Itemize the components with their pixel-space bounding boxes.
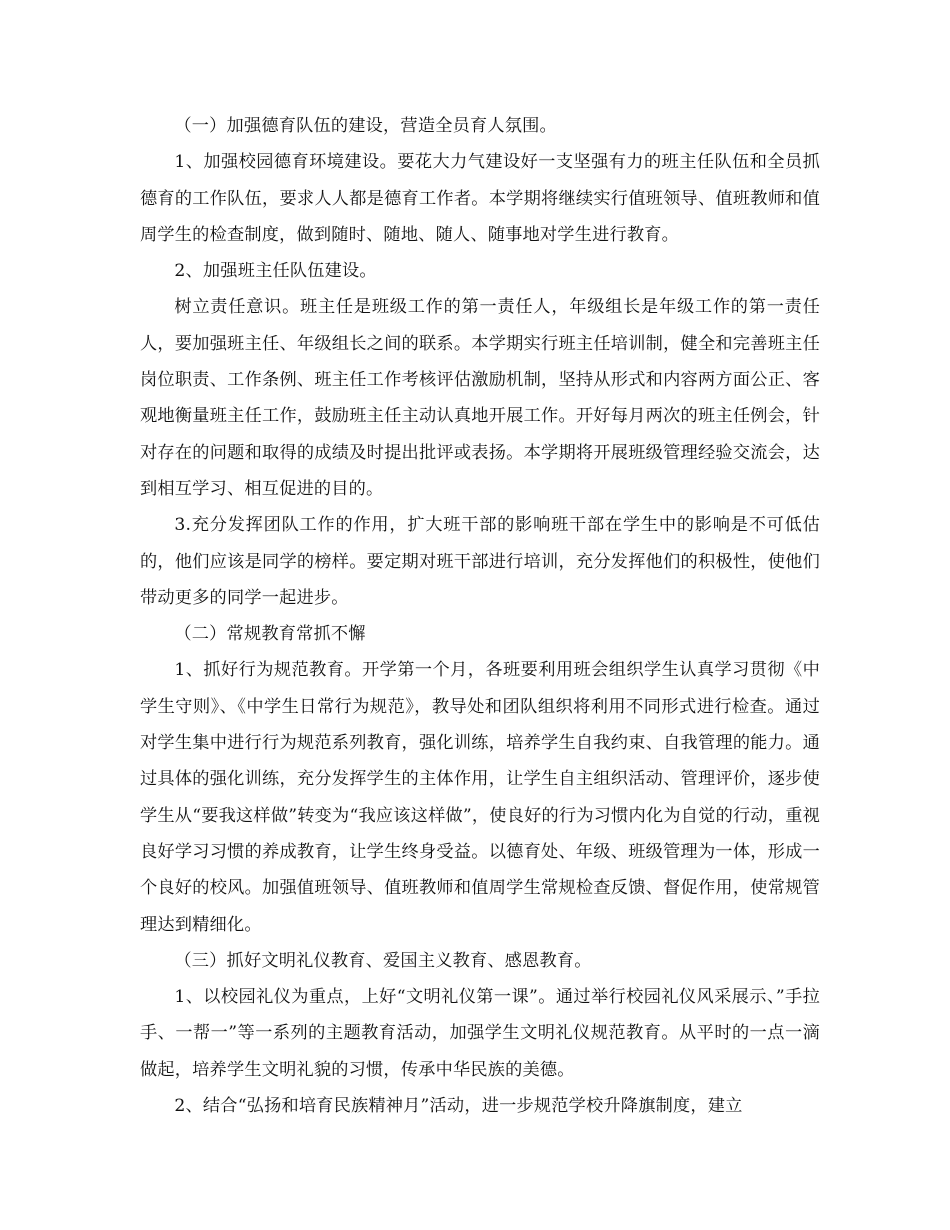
document-body bbox=[140, 108, 820, 1124]
section-heading-2: （二）常规教育常抓不懈 bbox=[174, 624, 366, 645]
paragraph-class-teacher-heading: 2、加强班主任队伍建设。 bbox=[174, 261, 377, 282]
paragraph-behavior-norms: 1、抓好行为规范教育。开学第一个月，各班要利用班会组织学生认真学习贯彻《中学生守则》、《中学生日常行为规范》，教导处和团队组织将利用不同形式进行检查。通过对学生集中进行行为规范系列教育，强化训练，培养学生自我约束、自我管理的能力。通过具体的强化训练，充分发挥学生的主体作用，让学生自主组织活动、管理评价，逐步使学生从“要我这样做”转变为“我应该这样做”，使良好的行为习惯内化为自觉的行动，重视良好学习习惯的养成教育，让学生终身受益。以德育处、年级、班级管理为一体，形成一个良好的校风。加强值班领导、值班教师和值周学生常规检查反馈、督促作用，使常规管理达到精细化。 bbox=[140, 660, 820, 935]
paragraph-etiquette: 1、以校园礼仪为重点，上好“文明礼仪第一课”。通过举行校园礼仪风采展示、”手拉手、一帮一”等一系列的主题教育活动，加强学生文明礼仪规范教育。从平时的一点一滴做起，培养学生文明礼貌的习惯，传承中华民族的美德。 bbox=[140, 987, 820, 1080]
section-heading-1: （一）加强德育队伍的建设，营造全员育人氛围。 bbox=[174, 116, 557, 136]
paragraph-responsibility: 树立责任意识。班主任是班级工作的第一责任人，年级组长是年级工作的第一责任人，要加强班主任、年级组长之间的联系。本学期实行班主任培训制，健全和完善班主任岗位职责、工作条例、班主任工作考核评估激励机制，坚持从形式和内容两方面公正、客观地衡量班主任工作，鼓励班主任主动认真地开展工作。开好每月两次的班主任例会，针对存在的问题和取得的成绩及时提出批评或表扬。本学期将开展班级管理经验交流会，达到相互学习、相互促进的目的。 bbox=[140, 297, 820, 499]
paragraph-team-work: 3.充分发挥团队工作的作用，扩大班干部的影响班干部在学生中的影响是不可低估的，他们应该是同学的榜样。要定期对班干部进行培训，充分发挥他们的积极性，使他们带动更多的同学一起进步。 bbox=[140, 515, 820, 608]
section-heading-3: （三）抓好文明礼仪教育、爱国主义教育、感恩教育。 bbox=[174, 950, 592, 971]
paragraph-moral-environment: 1、加强校园德育环境建设。要花大力气建设好一支坚强有力的班主任队伍和全员抓德育的工作队伍，要求人人都是德育工作者。本学期将继续实行值班领导、值班教师和值周学生的检查制度，做到随时、随地、随人、随事地对学生进行教育。 bbox=[140, 152, 820, 245]
paragraph-national-spirit: 2、结合“弘扬和培育民族精神月”活动，进一步规范学校升降旗制度，建立 bbox=[174, 1096, 743, 1117]
